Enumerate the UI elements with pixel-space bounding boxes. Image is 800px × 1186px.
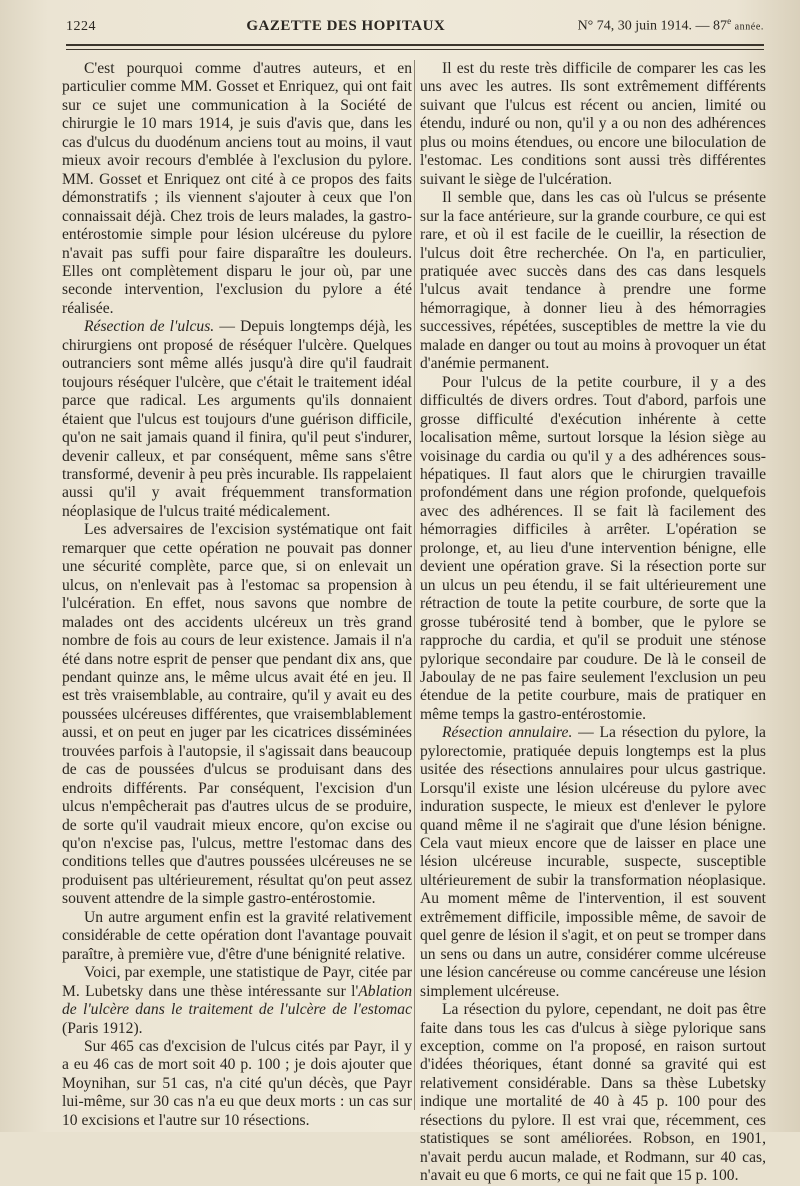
- issue-year-label: année.: [734, 21, 764, 33]
- right-column: [420, 60, 766, 1186]
- paragraph: La résection du pylore, cependant, ne doit pas être faite dans tous les cas d'ulcus à siège pylorique sans exception, comme on l'a proposé, en raison surtout d'idées théoriques, étant donné sa gravité qui est relativement considérable. Dans sa thèse Lubetsky indique une mortalité de 40 à 45 p. 100 pour des résections du pylore. Il est vrai que, récemment, ces statistiques se sont améliorées. Robson, en 1901, n'avait perdu aucun malade, et Rodmann, sur 40 cas, n'avait eu que 6 morts, ce qui ne fait que 15 p. 100.: [420, 1001, 766, 1185]
- paragraph: [420, 724, 766, 1001]
- paragraph: Un autre argument enfin est la gravité relativement considérable de cette opération dont l'avantage pouvait paraître, à première vue, d'être d'une bénignité relative.: [62, 908, 412, 963]
- paragraph: Il semble que, dans les cas où l'ulcus se présente sur la face antérieure, sur la grande courbure, ce qui est rare, et où il est facile de le cueillir, la résection de l'ulcus doit être recherchée. On l'a, en particulier, pratiquée avec succès dans des cas dans lesquels l'ulcus avait tendance à prendre une forme hémorragique, à donner lieu à des hémorragies successives, répétées, susceptibles de mettre la vie du malade en danger ou tout au moins à provoquer un état d'anémie permanent.: [420, 189, 766, 373]
- paragraph-body: (Paris 1912).: [62, 1019, 143, 1037]
- paragraph-body: — Depuis longtemps déjà, les chirurgiens ont proposé de réséquer l'ulcère. Quelques outranciers sont même allés jusqu'à dire qu'il faudrait toujours réséquer l'ulcère, que c'était le traitement idéal parce que radical. Les arguments qu'ils donnaient étaient que l'ulcus est toujours d'une guérison difficile, qu'on ne sait jamais quand il finira, qu'il peut s'indurer, devenir calleux, et par conséquent, même sans s'être transformé, devenir à peu près incurable. Ils rappelaient aussi qu'il y avait fréquemment transformation néoplasique de l'ulcus traité médicalement.: [62, 318, 412, 520]
- paragraph: Il est du reste très difficile de comparer les cas les uns avec les autres. Ils sont extrêmement différents suivant que l'ulcus est récent ou ancien, limité ou étendu, induré ou non, qu'il y a ou non des adhérences plus ou moins étendues, ou encore une biloculation de l'estomac. Les conditions sont aussi très différentes suivant le siège de l'ulcération.: [420, 60, 766, 188]
- paragraph: [62, 318, 412, 521]
- left-column: [62, 60, 412, 1130]
- journal-title: GAZETTE DES HOPITAUX: [246, 17, 446, 34]
- paragraph: [62, 964, 412, 1038]
- paragraph: C'est pourquoi comme d'autres auteurs, et en particulier comme MM. Gosset et Enriquez, qui ont fait sur ce sujet une communication à la Société de chirurgie le 10 mars 1914, je suis d'avis que, dans les cas d'ulcus du duodénum anciens tout au moins, il vaut mieux avoir recours d'emblée à l'exclusion du pylore. MM. Gosset et Enriquez ont cité à ce propos des faits démonstratifs ; ils viennent s'ajouter à ceux que l'on connaissait déjà. Chez trois de leurs malades, la gastro-entérostomie simple pour lésion ulcéreuse du pylore n'avait pas suffi pour faire disparaître les douleurs. Elles ont complètement disparu le jour où, par une seconde intervention, l'exclusion du pylore a été réalisée.: [62, 60, 412, 317]
- section-heading: Résection de l'ulcus.: [84, 318, 215, 336]
- issue-number-date: N° 74, 30 juin 1914. — 87: [577, 18, 728, 34]
- paragraph-body: — La résection du pylore, la pylorectomie, pratiquée depuis longtemps est la plus usitée des résections annulaires pour ulcus gastrique. Lorsqu'il existe une lésion ulcéreuse du pylore avec induration suspecte, le mieux est d'enlever le pylore quand même il ne s'agirait que d'une lésion bénigne. Cela vaut mieux encore que de laisser en place une lésion ulcéreuse incurable, suspecte, susceptible ultérieurement de subir la transformation néoplasique. Au moment même de l'intervention, il est souvent extrêmement difficile, impossible même, de savoir de quel genre de lésion il s'agit, et on peut se tromper dans un sens ou dans un autre, considérer comme ulcéreuse une lésion cancéreuse ou comme cancéreuse une lésion simplement ulcéreuse.: [420, 724, 766, 1000]
- paragraph: Pour l'ulcus de la petite courbure, il y a des difficultés de divers ordres. Tout d'abord, parfois une grosse difficulté d'exécution inhérente à cette localisation même, surtout lorsque la lésion siège au voisinage du cardia ou qu'il y a des adhérences sous-hépatiques. Il faut alors que le chirurgien travaille profondément dans une région profonde, quelquefois avec des adhérences. Il se fait là facilement des hémorragies difficiles à arrêter. L'opération se prolonge, et, au lieu d'une intervention bénigne, elle devient une opération grave. Si la résection porte sur un ulcus un peu étendu, il se fait ultérieurement une rétraction de toute la petite courbure, de sorte que la grosse tubérosité tend à bomber, que le pylore se rapproche du cardia, et qu'il se produit une sténose pylorique secondaire par coudure. De là le conseil de Jaboulay de ne pas faire seulement l'exclusion un peu étendue de la petite courbure, mais de pratiquer en même temps la gastro-entérostomie.: [420, 373, 766, 723]
- running-header: [66, 16, 764, 42]
- paragraph: Sur 465 cas d'excision de l'ulcus cités par Payr, il y a eu 46 cas de mort soit 40 p. 100 ; je dois ajouter que Moynihan, sur 51 cas, n'a cité qu'un décès, que Payr lui-même, sur 30 cas n'a eu que deux morts : un cas sur 10 excisions et l'autre sur 10 résections.: [62, 1038, 412, 1129]
- header-double-rule: [66, 44, 764, 50]
- issue-ordinal-suffix: e: [727, 16, 732, 26]
- issue-info: [578, 16, 764, 35]
- section-heading: Résection annulaire.: [442, 724, 573, 742]
- page-number: 1224: [66, 18, 96, 34]
- cited-thesis-title: Ablation de l'ulcère dans le traitement de l'ulcère de l'estomac: [62, 982, 412, 1019]
- paragraph-body: Voici, par exemple, une statistique de Payr, citée par M. Lubetsky dans une thèse intéressante sur l': [62, 964, 412, 1000]
- paragraph: Les adversaires de l'excision systématique ont fait remarquer que cette opération ne pouvait pas donner une sécurité complète, parce que, si on enlevait un ulcus, on n'enlevait pas à l'estomac sa propension à l'ulcération. En effet, nous savons que nombre de malades ont des accidents ulcéreux un très grand nombre de fois au cours de leur existence. Jamais il n'a été dans notre esprit de penser que pendant dix ans, que pendant quinze ans, le même ulcus avait été en jeu. Il est très vraisemblable, au contraire, qu'il y avait eu des poussées ulcéreuses différentes, que vraisemblablement aussi, et on peut en juger par les cicatrices disséminées trouvées parfois à l'autopsie, il s'agissait dans beaucoup de cas de poussées d'ulcus se produisant dans des endroits différents. Par conséquent, l'excision d'un ulcus n'empêcherait pas d'autres ulcus de se produire, de sorte qu'il vaudrait mieux encore, qu'on excise ou qu'on n'excise pas, l'ulcus, mettre l'estomac dans des conditions telles que d'autres poussées ulcéreuses ne se produisent pas ultérieurement, résultat qu'on peut assez souvent attendre de la simple gastro-entérostomie.: [62, 521, 412, 908]
- column-divider: [414, 60, 415, 1110]
